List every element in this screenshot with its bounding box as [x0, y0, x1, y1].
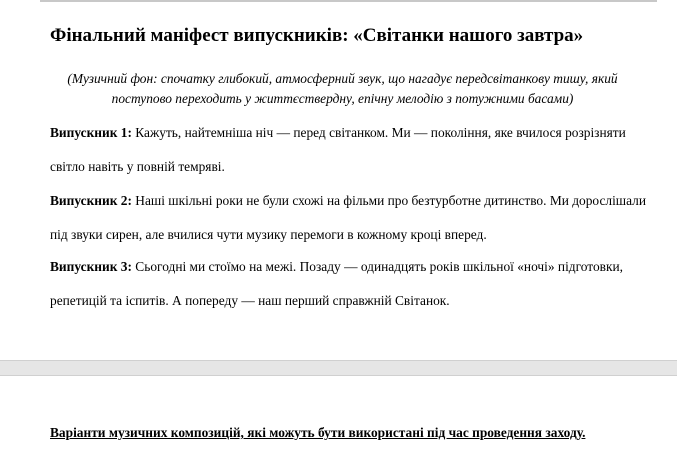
music-options-heading: Варіанти музичних композицій, які можуть бути використані під час проведення заходу.	[50, 425, 586, 440]
paragraph-graduate-3	[50, 250, 650, 317]
document-title: Фінальний маніфест випускників: «Світанки нашого завтра»	[50, 25, 584, 46]
paragraph-text: Наші шкільні роки не були схожі на фільми про безтурботне дитинство. Ми дорослішали під звуки сирен, але вчилися чути музику перемоги в кожному кроці вперед.	[50, 193, 647, 242]
document-page-2	[0, 376, 677, 453]
paragraph-text: Кажуть, найтемніша ніч — перед світанком. Ми — покоління, яке вчилося розрізняти світло навіть у повній темряві.	[50, 125, 626, 174]
speaker-label: Випускник 2:	[50, 193, 132, 208]
paragraph-graduate-1	[50, 116, 650, 183]
speaker-label: Випускник 3:	[50, 259, 132, 274]
speaker-label: Випускник 1:	[50, 125, 132, 140]
music-note: (Музичний фон: спочатку глибокий, атмосферний звук, що нагадує передсвітанкову тишу, який поступово переходить у життєствердну, епічну мелодію з потужними басами)	[67, 71, 618, 106]
page-top-edge	[40, 0, 657, 2]
page-break-gap	[0, 360, 677, 376]
paragraph-text: Сьогодні ми стоїмо на межі. Позаду — одинадцять років шкільної «ночі» підготовки, репетицій та іспитів. А попереду — наш перший справжній Світанок.	[50, 259, 624, 308]
paragraph-graduate-2	[50, 184, 650, 251]
